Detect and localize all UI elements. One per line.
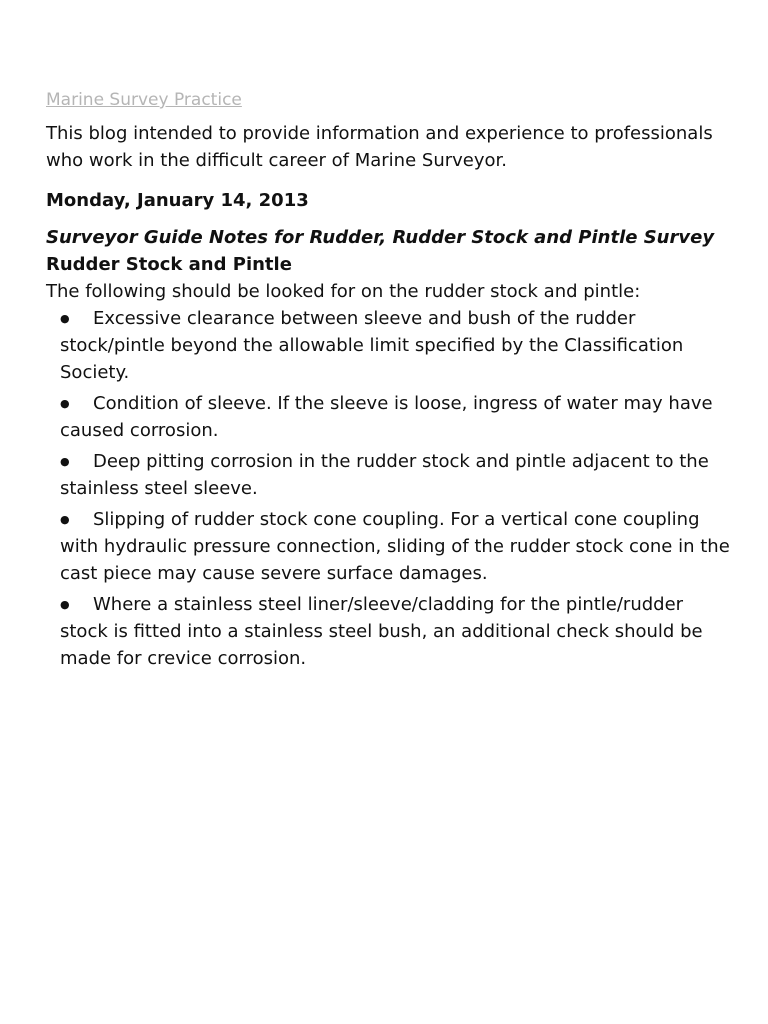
bullet-icon: ● <box>60 397 70 410</box>
list-item-text: Excessive clearance between sleeve and bush of the rudder stock/pintle beyond the allowable limit specified by the Classification Society. <box>60 308 684 383</box>
list-item-text: Where a stainless steel liner/sleeve/cladding for the pintle/rudder stock is fitted into a stainless steel bush, an additional check should be made for crevice corrosion. <box>60 594 703 669</box>
list-item-text: Condition of sleeve. If the sleeve is loose, ingress of water may have caused corrosion. <box>60 393 713 441</box>
list-item <box>60 305 736 386</box>
inspection-checklist <box>46 305 736 672</box>
post-date: Monday, January 14, 2013 <box>46 190 309 211</box>
blog-page <box>46 88 736 676</box>
list-item-text: Slipping of rudder stock cone coupling. For a vertical cone coupling with hydraulic pressure connection, sliding of the rudder stock cone in the cast piece may cause severe surface damages. <box>60 509 730 584</box>
bullet-icon: ● <box>60 598 70 611</box>
post-title: Surveyor Guide Notes for Rudder, Rudder Stock and Pintle Survey <box>46 227 715 248</box>
post-intro: The following should be looked for on the rudder stock and pintle: <box>46 281 641 302</box>
blog-title-link[interactable]: Marine Survey Practice <box>46 90 242 110</box>
list-item <box>60 591 736 672</box>
section-heading: Rudder Stock and Pintle <box>46 254 292 275</box>
bullet-icon: ● <box>60 513 70 526</box>
list-item-text: Deep pitting corrosion in the rudder stock and pintle adjacent to the stainless steel sleeve. <box>60 451 709 499</box>
blog-description: This blog intended to provide information and experience to professionals who work in the difficult career of Marine Surveyor. <box>46 123 713 171</box>
list-item <box>60 506 736 587</box>
list-item <box>60 390 736 444</box>
bullet-icon: ● <box>60 312 70 325</box>
list-item <box>60 448 736 502</box>
bullet-icon: ● <box>60 455 70 468</box>
